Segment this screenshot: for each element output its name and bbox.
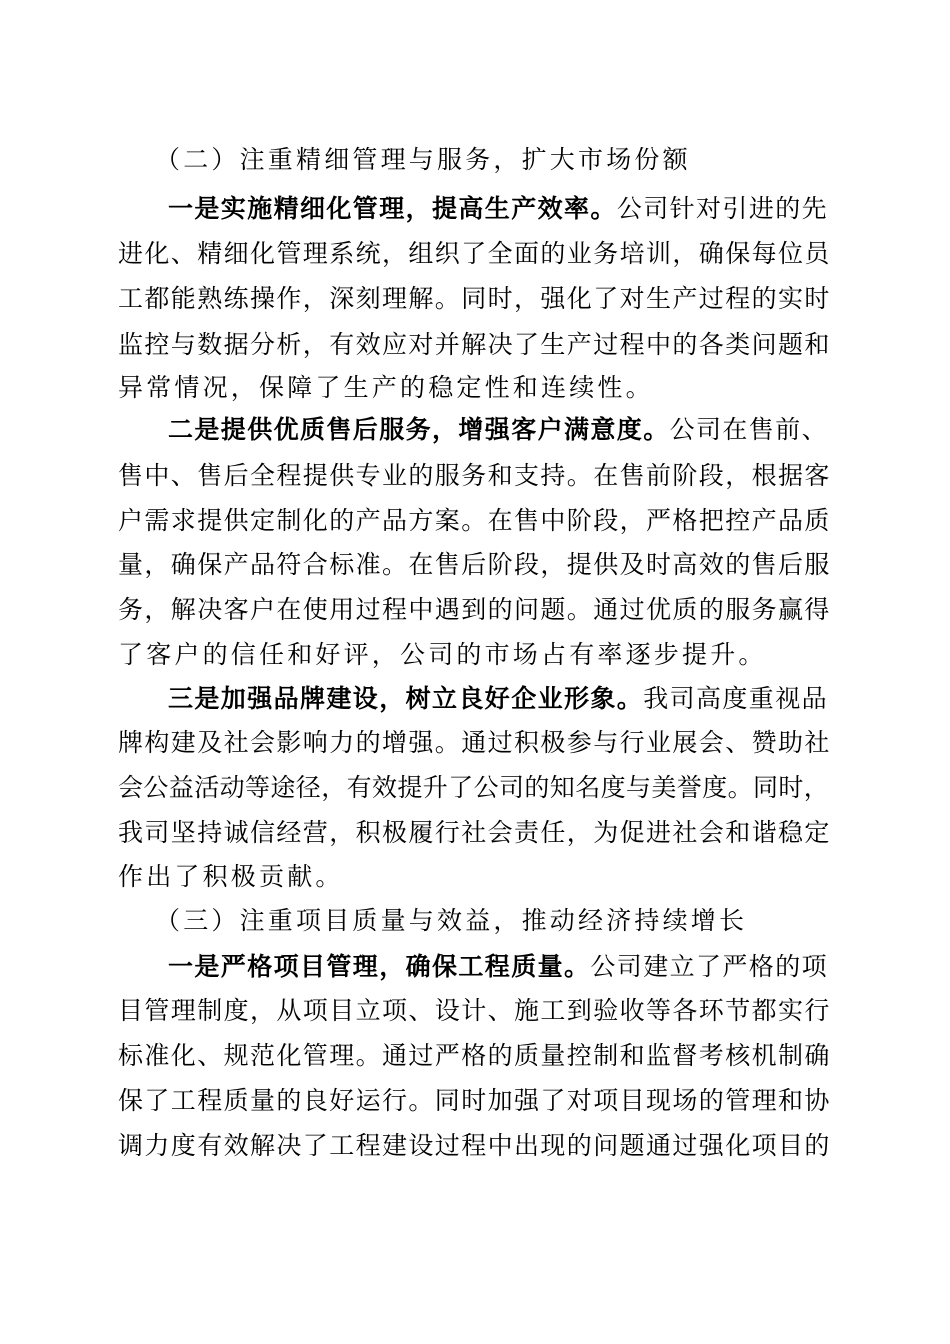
- body-text: 公司在售前、: [669, 415, 829, 444]
- paragraph-line: 异常情况，保障了生产的稳定性和连续性。: [118, 373, 654, 402]
- body-text: 我司高度重视品: [643, 684, 829, 713]
- paragraph-line: 量，确保产品符合标准。在售后阶段，提供及时高效的售后服: [118, 550, 831, 579]
- paragraph-line: [168, 408, 830, 452]
- paragraph-line: 进化、精细化管理系统，组织了全面的业务培训，确保每位员: [118, 239, 831, 268]
- paragraph-line: 了客户的信任和好评，公司的市场占有率逐步提升。: [118, 640, 767, 669]
- paragraph-line: 作出了积极贡献。: [118, 862, 344, 891]
- lead-sentence: 三是加强品牌建设，树立良好企业形象。: [168, 684, 644, 713]
- paragraph-line: 工都能熟练操作，深刻理解。同时，强化了对生产过程的实时: [118, 284, 831, 313]
- paragraph-line: 售中、售后全程提供专业的服务和支持。在售前阶段，根据客: [118, 461, 831, 490]
- paragraph-line: 调力度有效解决了工程建设过程中出现的问题通过强化项目的: [118, 1131, 831, 1160]
- paragraph-line: 目管理制度，从项目立项、设计、施工到验收等各环节都实行: [118, 996, 831, 1025]
- paragraph-line: [168, 187, 830, 231]
- section-heading-text: （三）注重项目质量与效益，推动经济持续增长: [155, 906, 748, 935]
- paragraph-line: 我司坚持诚信经营，积极履行社会责任，为促进社会和谐稳定: [118, 818, 831, 847]
- paragraph-line: 务，解决客户在使用过程中遇到的问题。通过优质的服务赢得: [118, 595, 831, 624]
- paragraph-line: 监控与数据分析，有效应对并解决了生产过程中的各类问题和: [118, 330, 831, 359]
- paragraph-line: 牌构建及社会影响力的增强。通过积极参与行业展会、赞助社: [118, 728, 831, 757]
- paragraph-line: [168, 945, 830, 989]
- section-heading-3: [155, 899, 830, 943]
- lead-sentence: 一是严格项目管理，确保工程质量。: [168, 952, 591, 981]
- body-text: 公司建立了严格的项: [590, 952, 829, 981]
- section-heading-2: [155, 138, 830, 182]
- section-heading-text: （二）注重精细管理与服务，扩大市场份额: [155, 145, 691, 174]
- paragraph-line: 标准化、规范化管理。通过严格的质量控制和监督考核机制确: [118, 1041, 831, 1070]
- paragraph-line: 户需求提供定制化的产品方案。在售中阶段，严格把控产品质: [118, 506, 831, 535]
- paragraph-line: 会公益活动等途径，有效提升了公司的知名度与美誉度。同时，: [118, 773, 830, 802]
- lead-sentence: 二是提供优质售后服务，增强客户满意度。: [168, 415, 670, 444]
- paragraph-line: 保了工程质量的良好运行。同时加强了对项目现场的管理和协: [118, 1086, 831, 1115]
- body-text: 公司针对引进的先: [616, 194, 829, 223]
- lead-sentence: 一是实施精细化管理，提高生产效率。: [168, 194, 617, 223]
- paragraph-line: [168, 677, 830, 721]
